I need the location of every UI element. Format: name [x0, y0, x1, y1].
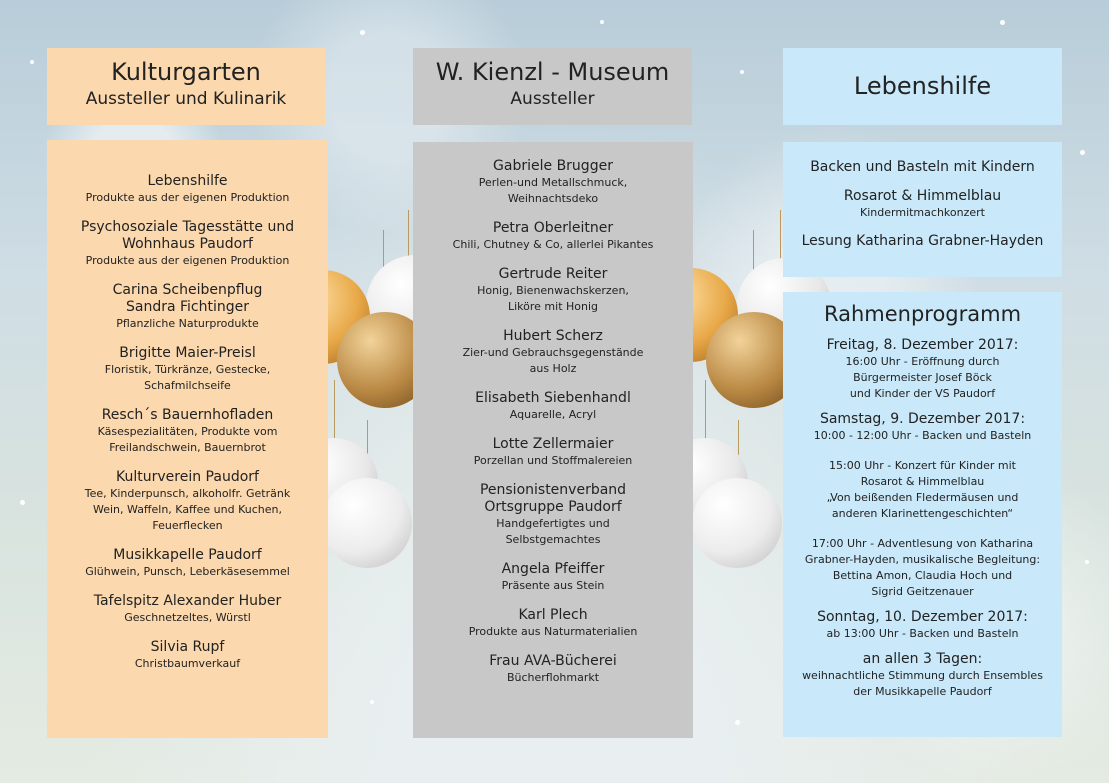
exhibitor-name: Pensionistenverband Ortsgruppe Paudorf — [479, 482, 627, 515]
schedule-day — [783, 410, 1062, 600]
exhibitor-entry — [47, 219, 328, 269]
exhibitor-name: Psychosoziale Tagesstätte und Wohnhaus Paudorf — [80, 219, 295, 252]
schedule-entry: 17:00 Uhr - Adventlesung von Katharina Grabner-Hayden, musikalische Begleitung: Bettina Amon, Claudia Hoch und Sigrid Geitzenauer — [804, 537, 1041, 598]
exhibitor-description: Produkte aus der eigenen Produktion — [85, 254, 290, 267]
exhibitor-entry — [413, 390, 693, 423]
exhibitor-entry — [413, 561, 693, 594]
schedule-entry: ab 13:00 Uhr - Backen und Basteln — [826, 627, 1019, 640]
rahmenprogramm-title: Rahmenprogramm — [823, 302, 1022, 326]
exhibitor-name: Petra Oberleitner — [492, 220, 614, 236]
program-item-title: Lesung Katharina Grabner-Hayden — [801, 233, 1044, 249]
rahmenprogramm-panel — [783, 292, 1062, 737]
schedule-day-heading: Samstag, 9. Dezember 2017: — [819, 411, 1026, 427]
museum-subtitle: Aussteller — [510, 89, 595, 109]
schedule-day — [783, 608, 1062, 642]
exhibitor-description: Glühwein, Punsch, Leberkäsesemmel — [85, 565, 290, 578]
lebenshilfe-list — [783, 142, 1062, 277]
exhibitor-entry — [47, 345, 328, 394]
exhibitor-name: Karl Plech — [518, 607, 588, 623]
exhibitor-description: Pflanzliche Naturprodukte — [116, 317, 259, 330]
exhibitor-description: Bücherflohmarkt — [506, 671, 600, 684]
exhibitor-name: Gertrude Reiter — [498, 266, 608, 282]
exhibitor-entry — [413, 482, 693, 548]
museum-list — [413, 142, 693, 738]
exhibitor-description: Perlen-und Metallschmuck, Weihnachtsdeko — [478, 176, 628, 205]
schedule-entry: 15:00 Uhr - Konzert für Kinder mit Rosarot & Himmelblau „Von beißenden Fledermäusen und anderen Klarinettengeschichten“ — [826, 459, 1019, 520]
program-item — [783, 232, 1062, 250]
exhibitor-name: Hubert Scherz — [503, 328, 603, 344]
lebenshilfe-header — [783, 48, 1062, 125]
exhibitor-entry — [413, 158, 693, 207]
program-item-title: Backen und Basteln mit Kindern — [810, 159, 1035, 175]
exhibitor-description: Zier-und Gebrauchsgegenstände aus Holz — [462, 346, 644, 375]
program-item-title: Rosarot & Himmelblau — [843, 188, 1002, 204]
exhibitor-entry — [413, 328, 693, 377]
kulturgarten-header — [47, 48, 325, 125]
museum-title: W. Kienzl - Museum — [435, 58, 670, 86]
schedule-entry: 16:00 Uhr - Eröffnung durch Bürgermeister Josef Böck und Kinder der VS Paudorf — [845, 355, 1000, 400]
exhibitor-entry — [47, 469, 328, 534]
exhibitor-description: Honig, Bienenwachskerzen, Liköre mit Honig — [477, 284, 629, 313]
exhibitor-description: Porzellan und Stoffmalereien — [473, 454, 633, 467]
exhibitor-entry — [47, 173, 328, 206]
exhibitor-name: Kulturverein Paudorf — [116, 469, 259, 485]
exhibitor-description: Produkte aus Naturmaterialien — [468, 625, 638, 638]
exhibitor-name: Tafelspitz Alexander Huber — [93, 593, 282, 609]
schedule-day-heading: Freitag, 8. Dezember 2017: — [826, 337, 1019, 353]
exhibitor-name: Lotte Zellermaier — [492, 436, 614, 452]
exhibitor-name: Lebenshilfe — [147, 173, 228, 189]
rahmenprogramm-list — [783, 336, 1062, 700]
program-item — [783, 158, 1062, 176]
exhibitor-description: Chili, Chutney & Co, allerlei Pikantes — [452, 238, 654, 251]
museum-header — [413, 48, 692, 125]
program-item — [783, 187, 1062, 221]
exhibitor-entry — [413, 266, 693, 315]
exhibitor-entry — [47, 282, 328, 332]
schedule-entry: weihnachtliche Stimmung durch Ensembles der Musikkapelle Paudorf — [802, 669, 1043, 698]
exhibitor-name: Gabriele Brugger — [493, 158, 613, 174]
kulturgarten-subtitle: Aussteller und Kulinarik — [85, 89, 287, 109]
exhibitor-name: Musikkapelle Paudorf — [113, 547, 262, 563]
program-item-desc: Kindermitmachkonzert — [860, 206, 985, 219]
exhibitor-entry — [413, 607, 693, 640]
exhibitor-description: Handgefertigtes und Selbstgemachtes — [496, 517, 610, 546]
exhibitor-description: Präsente aus Stein — [501, 579, 605, 592]
exhibitor-entry — [413, 436, 693, 469]
exhibitor-entry — [413, 653, 693, 686]
exhibitor-name: Silvia Rupf — [150, 639, 225, 655]
kulturgarten-list — [47, 140, 328, 738]
lebenshilfe-title: Lebenshilfe — [853, 72, 992, 100]
exhibitor-entry — [413, 220, 693, 253]
exhibitor-name: Resch´s Bauernhofladen — [101, 407, 274, 423]
exhibitor-entry — [47, 407, 328, 456]
kulturgarten-title: Kulturgarten — [111, 58, 261, 86]
exhibitor-description: Tee, Kinderpunsch, alkoholfr. Getränk Wein, Waffeln, Kaffee und Kuchen, Feuerflecken — [84, 487, 291, 532]
exhibitor-entry — [47, 593, 328, 626]
exhibitor-description: Aquarelle, Acryl — [509, 408, 597, 421]
exhibitor-description: Käsespezialitäten, Produkte vom Freilandschwein, Bauernbrot — [97, 425, 278, 454]
schedule-entry: 10:00 - 12:00 Uhr - Backen und Basteln — [813, 429, 1032, 442]
exhibitor-name: Elisabeth Siebenhandl — [475, 390, 631, 406]
exhibitor-description: Produkte aus der eigenen Produktion — [85, 191, 290, 204]
schedule-day — [783, 336, 1062, 402]
schedule-day-heading: an allen 3 Tagen: — [862, 651, 983, 667]
exhibitor-description: Christbaumverkauf — [134, 657, 241, 670]
exhibitor-name: Angela Pfeiffer — [501, 561, 605, 577]
schedule-day — [783, 650, 1062, 700]
exhibitor-name: Frau AVA-Bücherei — [489, 653, 617, 669]
exhibitor-entry — [47, 639, 328, 672]
schedule-day-heading: Sonntag, 10. Dezember 2017: — [817, 609, 1028, 625]
exhibitor-name: Carina Scheibenpflug Sandra Fichtinger — [112, 282, 263, 315]
exhibitor-description: Geschnetzeltes, Würstl — [124, 611, 251, 624]
exhibitor-entry — [47, 547, 328, 580]
exhibitor-description: Floristik, Türkränze, Gestecke, Schafmilchseife — [104, 363, 271, 392]
exhibitor-name: Brigitte Maier-Preisl — [119, 345, 256, 361]
